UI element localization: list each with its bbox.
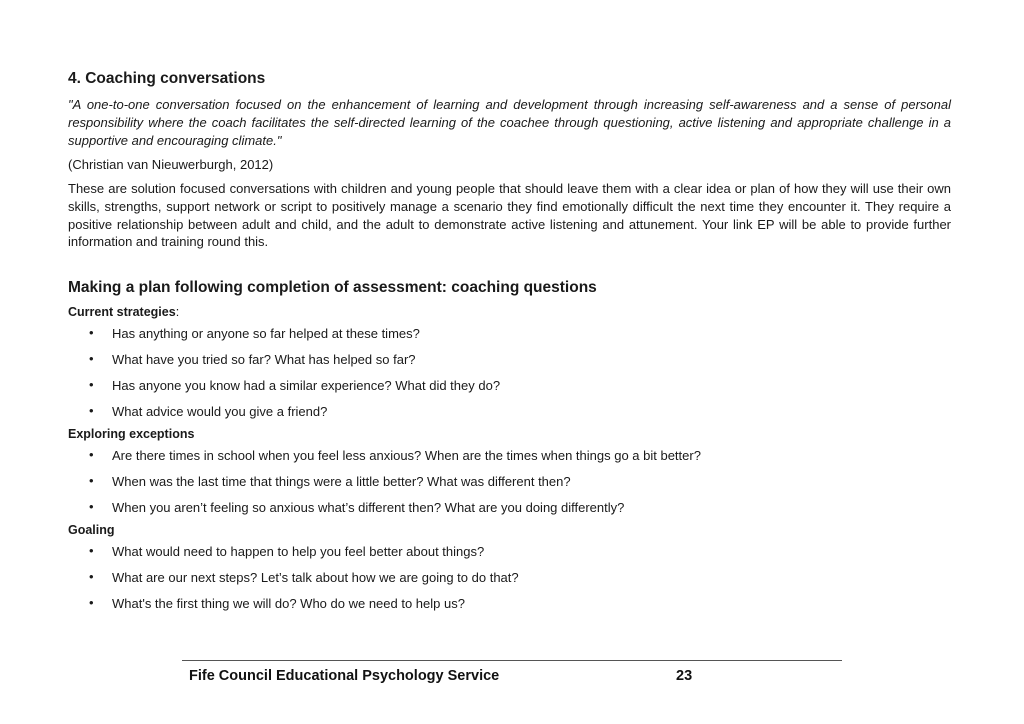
section-body-paragraph: These are solution focused conversations with children and young people that should leave them with a clear idea or plan of how they will use their own skills, strengths, support network or script to positively manage a scenario they find emotionally difficult the next time they encounter it. They require a positive relationship between adult and child, and the adult to demonstrate active listening and attunement. Your link EP will be able to provide further information and training round this.	[68, 181, 951, 250]
list-item-text: What's the first thing we will do? Who do we need to help us?	[112, 596, 465, 612]
bullet-icon: •	[89, 543, 94, 559]
bullet-icon: •	[89, 473, 94, 489]
list-item	[68, 595, 951, 613]
bullet-icon: •	[89, 447, 94, 463]
list-item-text: When you aren’t feeling so anxious what’s different then? What are you doing differently?	[112, 500, 625, 516]
goaling-heading: Goaling	[68, 523, 115, 538]
current-strategies-heading	[68, 303, 951, 321]
bullet-icon: •	[89, 499, 94, 515]
list-item	[68, 403, 951, 421]
list-item	[68, 543, 951, 561]
list-item	[68, 569, 951, 587]
list-item-text: What advice would you give a friend?	[112, 404, 328, 420]
current-strategies-label: Current strategies	[68, 305, 176, 320]
list-item-text: Has anyone you know had a similar experience? What did they do?	[112, 378, 501, 394]
section-heading: 4. Coaching conversations	[68, 70, 266, 87]
page-number: 23	[676, 668, 693, 684]
bullet-icon: •	[89, 595, 94, 611]
document-page	[68, 68, 951, 613]
footer-organisation: Fife Council Educational Psychology Service	[189, 668, 500, 684]
current-strategies-colon: :	[175, 305, 180, 320]
list-item-text: What have you tried so far? What has helped so far?	[112, 352, 416, 368]
quote-citation: (Christian van Nieuwerburgh, 2012)	[68, 157, 274, 172]
list-item	[68, 447, 951, 465]
footer-divider	[182, 660, 842, 661]
goaling-list	[68, 543, 951, 613]
exploring-exceptions-list	[68, 447, 951, 517]
list-item	[68, 377, 951, 395]
list-item-text: Has anything or anyone so far helped at these times?	[112, 326, 420, 342]
list-item-text: When was the last time that things were a little better? What was different then?	[112, 474, 571, 490]
bullet-icon: •	[89, 377, 94, 393]
list-item-text: Are there times in school when you feel less anxious? When are the times when things go a bit better?	[112, 448, 701, 464]
bullet-icon: •	[89, 351, 94, 367]
list-item	[68, 473, 951, 491]
list-item-text: What are our next steps? Let’s talk about how we are going to do that?	[112, 570, 519, 586]
list-item	[68, 351, 951, 369]
list-item	[68, 325, 951, 343]
bullet-icon: •	[89, 325, 94, 341]
bullet-icon: •	[89, 569, 94, 585]
list-item	[68, 499, 951, 517]
plan-heading: Making a plan following completion of assessment: coaching questions	[68, 279, 597, 297]
list-item-text: What would need to happen to help you feel better about things?	[112, 544, 485, 560]
coaching-definition-quote: "A one-to-one conversation focused on the enhancement of learning and development through increasing self-awareness and a sense of personal responsibility where the coach facilitates the self-directed learning of the coachee through questioning, active listening and appropriate challenge in a supportive and encouraging climate."	[68, 97, 951, 148]
exploring-exceptions-heading: Exploring exceptions	[68, 427, 195, 442]
bullet-icon: •	[89, 403, 94, 419]
current-strategies-list	[68, 325, 951, 421]
